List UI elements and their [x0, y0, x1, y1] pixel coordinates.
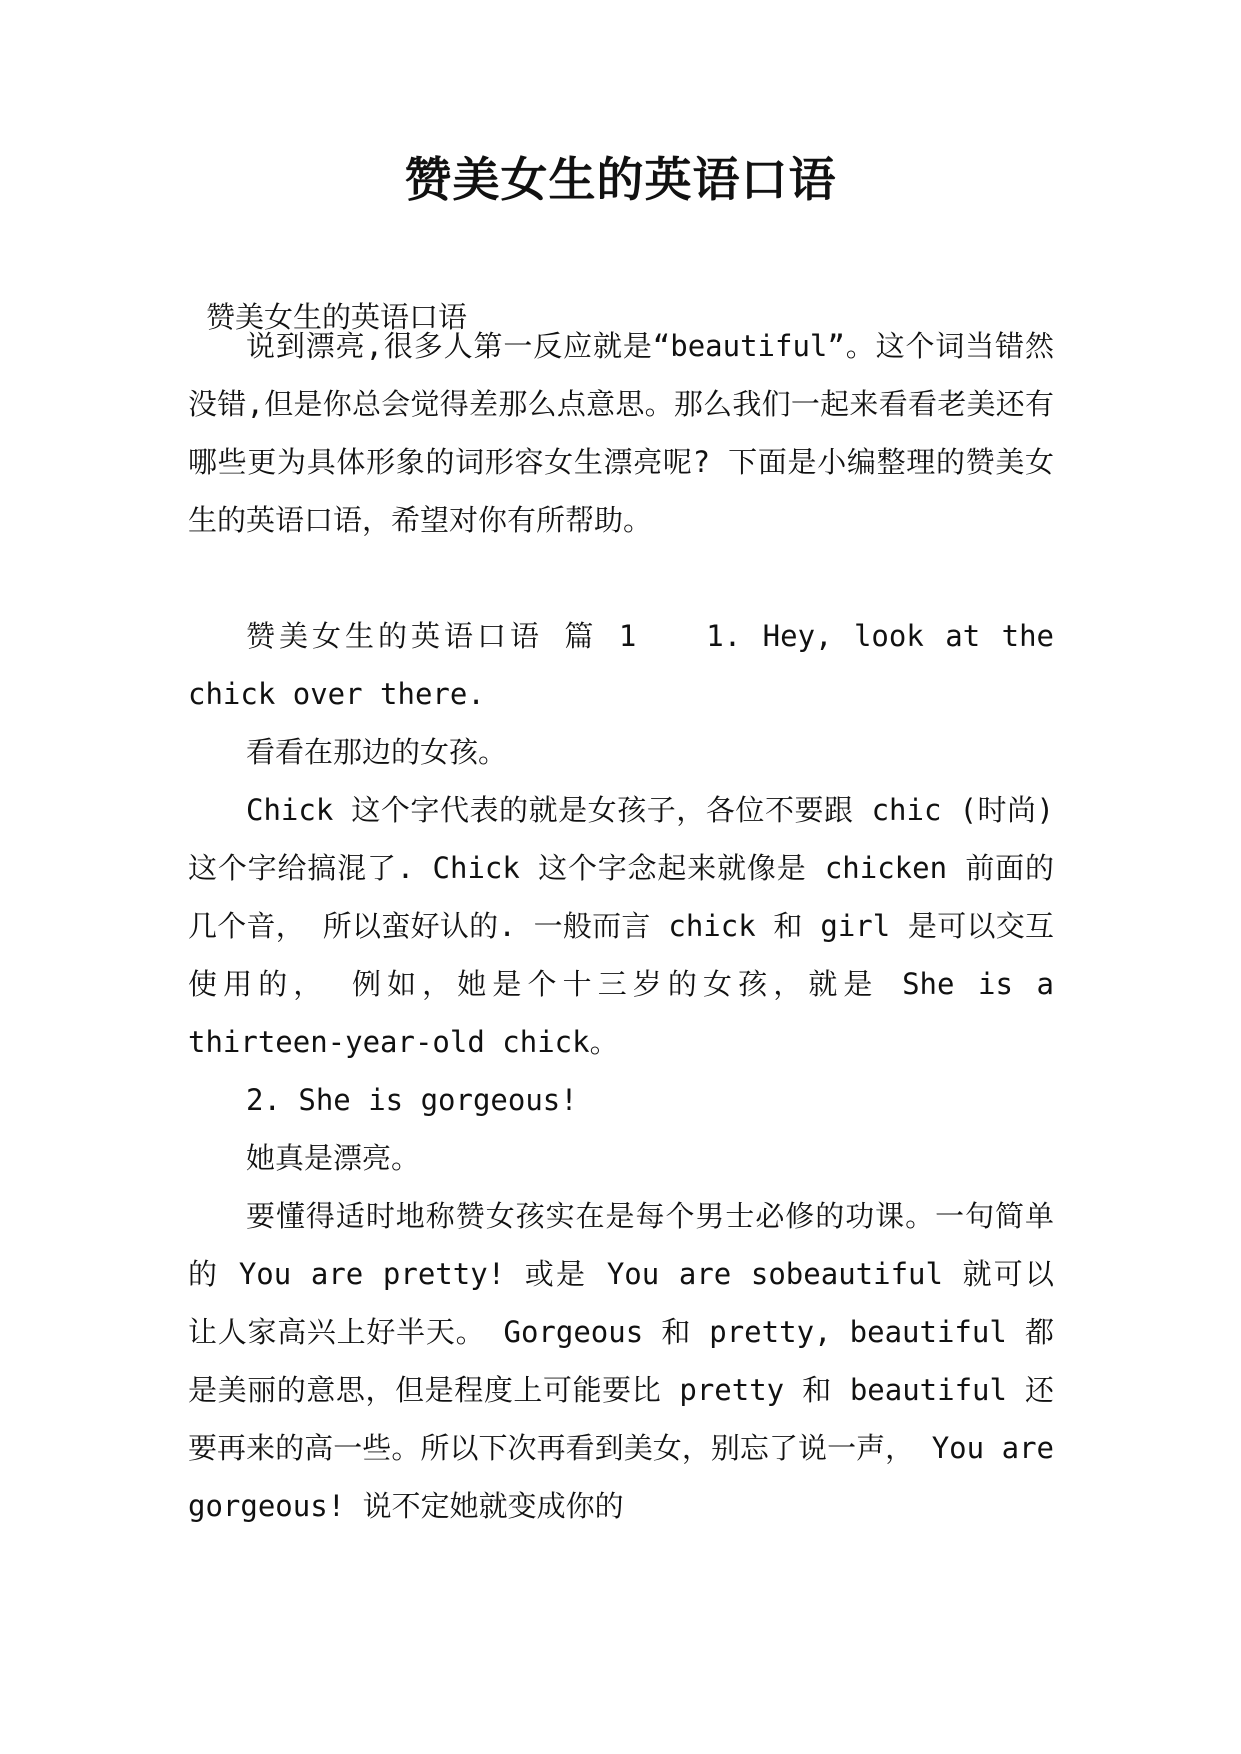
item2-explanation: 要懂得适时地称赞女孩实在是每个男士必修的功课。一句简单的 You are pretty! 或是 You are sobeautiful 就可以让人家高兴上好半天。 Gorgeous 和 pretty, beautiful 都是美丽的意思，但是程度上可能要比 pretty 和 beautiful 还要再来的高一些。所以下次再看到美女，别忘了说一声， You are gorgeous! 说不定她就变成你的: [188, 1199, 1054, 1523]
item2-phrase: 2. She is gorgeous!: [246, 1083, 578, 1117]
item1-explanation: Chick 这个字代表的就是女孩子，各位不要跟 chic (时尚) 这个字给搞混了. Chick 这个字念起来就像是 chicken 前面的几个音， 所以蛮好认的. 一般而言 chick 和 girl 是可以交互使用的， 例如，她是个十三岁的女孩，就是 She is a thirteen-year-old chick。: [188, 793, 1054, 1059]
item2-translation: 她真是漂亮。: [246, 1141, 421, 1175]
intro-paragraph: 说到漂亮,很多人第一反应就是“beautiful”。这个词当错然没错,但是你总会觉得差那么点意思。那么我们一起来看看老美还有哪些更为具体形象的词形容女生漂亮呢? 下面是小编整理的赞美女生的英语口语，希望对你有所帮助。: [188, 329, 1054, 537]
section1-heading-line: 赞美女生的英语口语 篇 1 1. Hey, look at the chick over there.: [188, 619, 1054, 711]
document-body: [188, 317, 1054, 1535]
document-title: 赞美女生的英语口语: [404, 153, 837, 208]
paragraph-spacer: [188, 549, 1054, 607]
item1-translation: 看看在那边的女孩。: [246, 735, 508, 769]
document-subtitle: 赞美女生的英语口语: [206, 300, 468, 334]
